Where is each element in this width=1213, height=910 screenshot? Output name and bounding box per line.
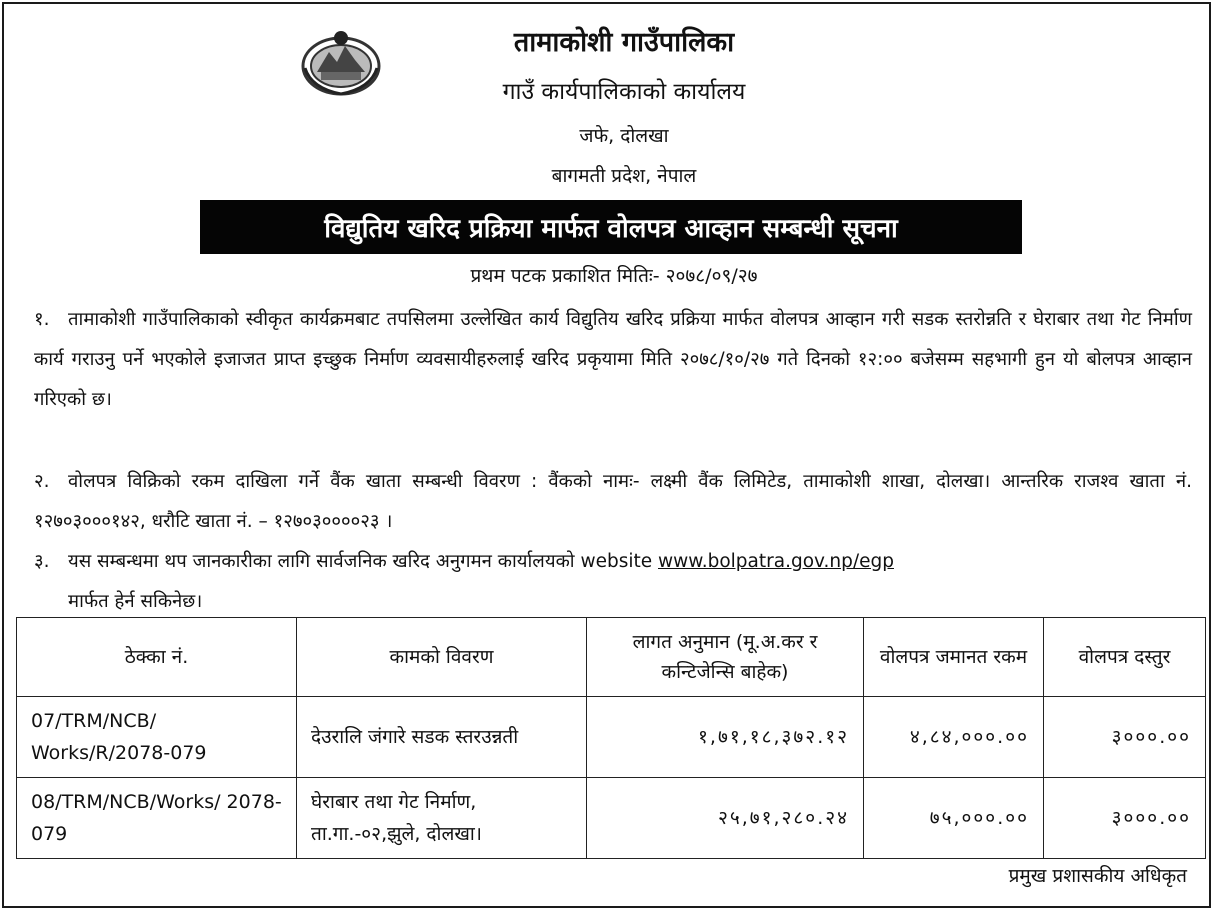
cost-estimate: १,७१,१८,३७२.१२: [587, 697, 864, 778]
bid-security: ७५,०००.००: [864, 778, 1044, 859]
table-row: [17, 778, 1206, 859]
table-row: [17, 697, 1206, 778]
paragraph-text-continued: मार्फत हेर्न सकिनेछ।: [68, 591, 203, 612]
paragraph-3: [34, 542, 1192, 622]
header-contract-no: ठेक्का नं.: [17, 618, 297, 697]
paragraph-2: [34, 462, 1192, 542]
paragraph-text: यस सम्बन्धमा थप जानकारीका लागि सार्वजनिक खरिद अनुगमन कार्यालयको website: [68, 551, 653, 572]
tender-table: [16, 617, 1206, 859]
cost-estimate: २५,७१,२८०.२४: [587, 778, 864, 859]
bid-fee: ३०००.००: [1044, 697, 1206, 778]
paragraph-text: तामाकोशी गाउँपालिकाको स्वीकृत कार्यक्रमबाट तपसिलमा उल्लेखित कार्य विद्युतिय खरिद प्रक्रिया मार्फत वोलपत्र आव्हान गरी सडक स्तरोन्नति र घेराबार तथा गेट निर्माण कार्य गराउनु पर्ने भएकोले इजाजत प्राप्त इच्छुक निर्माण व्यवसायीहरुलाई खरिद प्रकृयामा मिति २०७८/१०/२७ गते दिनको १२:०० बजेसम्म सहभागी हुन यो बोलपत्र आव्हान गरिएको छ।: [34, 309, 1192, 410]
office-location: जफे, दोलखा: [579, 125, 669, 147]
header-cost-estimate: लागत अनुमान (मू.अ.कर र कन्टिजेन्सि बाहेक): [587, 618, 864, 697]
bolpatra-website-link[interactable]: www.bolpatra.gov.np/egp: [658, 551, 894, 572]
work-description: घेराबार तथा गेट निर्माण, ता.गा.-०२,झुले, दोलखा।: [297, 778, 587, 859]
paragraph-number: २.: [34, 471, 50, 492]
paragraph-text: वोलपत्र विक्रिको रकम दाखिला गर्ने वैंक खाता सम्बन्धी विवरण : वैंकको नामः- लक्ष्मी वैंक लिमिटेड, तामाकोशी शाखा, दोलखा। आन्तरिक राजश्व खाता नं. १२७०३०००१४२, धरौटि खाता नं. – १२७०३००००२३ ।: [34, 471, 1192, 532]
notice-title: विद्युतिय खरिद प्रक्रिया मार्फत वोलपत्र आव्हान सम्बन्धी सूचना: [200, 200, 1022, 254]
header-description: कामको विवरण: [297, 618, 587, 697]
paragraph-number: १.: [34, 309, 50, 330]
table-header-row: [17, 618, 1206, 697]
nepal-government-emblem-icon: [299, 26, 383, 98]
published-date: प्रथम पटक प्रकाशित मितिः- २०७८/०९/२७: [470, 265, 758, 287]
paragraph-1: [34, 300, 1192, 420]
contract-no: 08/TRM/NCB/Works/ 2078-079: [17, 778, 297, 859]
paragraph-number: ३.: [34, 551, 50, 572]
header-bid-fee: वोलपत्र दस्तुर: [1044, 618, 1206, 697]
contract-no: 07/TRM/NCB/ Works/R/2078-079: [17, 697, 297, 778]
office-type: गाउँ कार्यपालिकाको कार्यालय: [502, 79, 746, 105]
work-description: देउरालि जंगारे सडक स्तरउन्नती: [297, 697, 587, 778]
office-province: बागमती प्रदेश, नेपाल: [551, 165, 697, 187]
bid-fee: ३०००.००: [1044, 778, 1206, 859]
signatory-title: प्रमुख प्रशासकीय अधिकृत: [1008, 865, 1187, 887]
notice-page: [2, 2, 1211, 908]
bid-security: ४,८४,०००.००: [864, 697, 1044, 778]
office-name: तामाकोशी गाउँपालिका: [513, 27, 735, 58]
header-bid-security: वोलपत्र जमानत रकम: [864, 618, 1044, 697]
